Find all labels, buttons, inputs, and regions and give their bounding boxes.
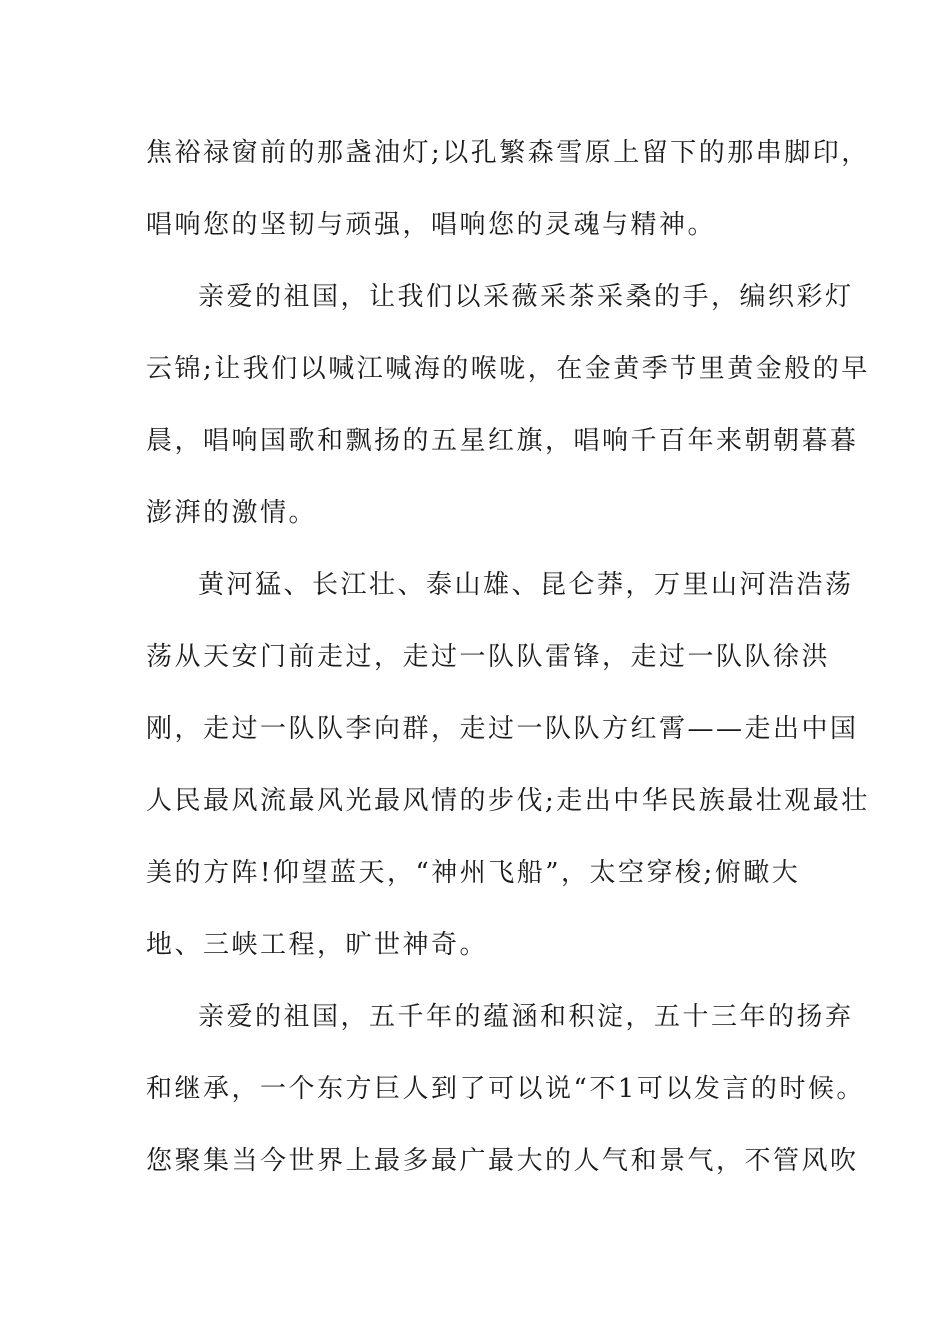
text-line: 荡从天安门前走过，走过一队队雷锋，走过一队队徐洪 <box>146 642 831 672</box>
text-line: 晨，唱响国歌和飘扬的五星红旗，唱响千百年来朝朝暮暮 <box>146 426 859 456</box>
paragraph-start-line: 黄河猛、长江壮、泰山雄、昆仑莽，万里山河浩浩荡 <box>198 570 854 600</box>
text-line: 人民最风流最风光最风情的步伐;走出中华民族最壮观最壮 <box>146 786 870 816</box>
text-line: 刚，走过一队队李向群，走过一队队方红霄——走出中国 <box>146 714 859 744</box>
text-line: 唱响您的坚韧与顽强，唱响您的灵魂与精神。 <box>146 210 717 240</box>
text-line: 澎湃的激情。 <box>146 498 318 528</box>
text-line: 您聚集当今世界上最多最广最大的人气和景气，不管风吹 <box>146 1146 859 1176</box>
text-line: 焦裕禄窗前的那盏油灯;以孔繁森雪原上留下的那串脚印， <box>146 138 870 168</box>
paragraph-start-line: 亲爱的祖国，五千年的蕴涵和积淀，五十三年的扬弃 <box>198 1002 854 1032</box>
text-line: 和继承，一个东方巨人到了可以说“不1可以发言的时候。 <box>146 1074 865 1104</box>
text-line: 地、三峡工程，旷世神奇。 <box>146 930 489 960</box>
text-line: 云锦;让我们以喊江喊海的喉咙，在金黄季节里黄金般的早 <box>146 354 870 384</box>
text-line: 美的方阵!仰望蓝天，“神州飞船”，太空穿梭;俯瞰大 <box>146 858 801 888</box>
paragraph-start-line: 亲爱的祖国，让我们以采薇采茶采桑的手，编织彩灯 <box>198 282 854 312</box>
